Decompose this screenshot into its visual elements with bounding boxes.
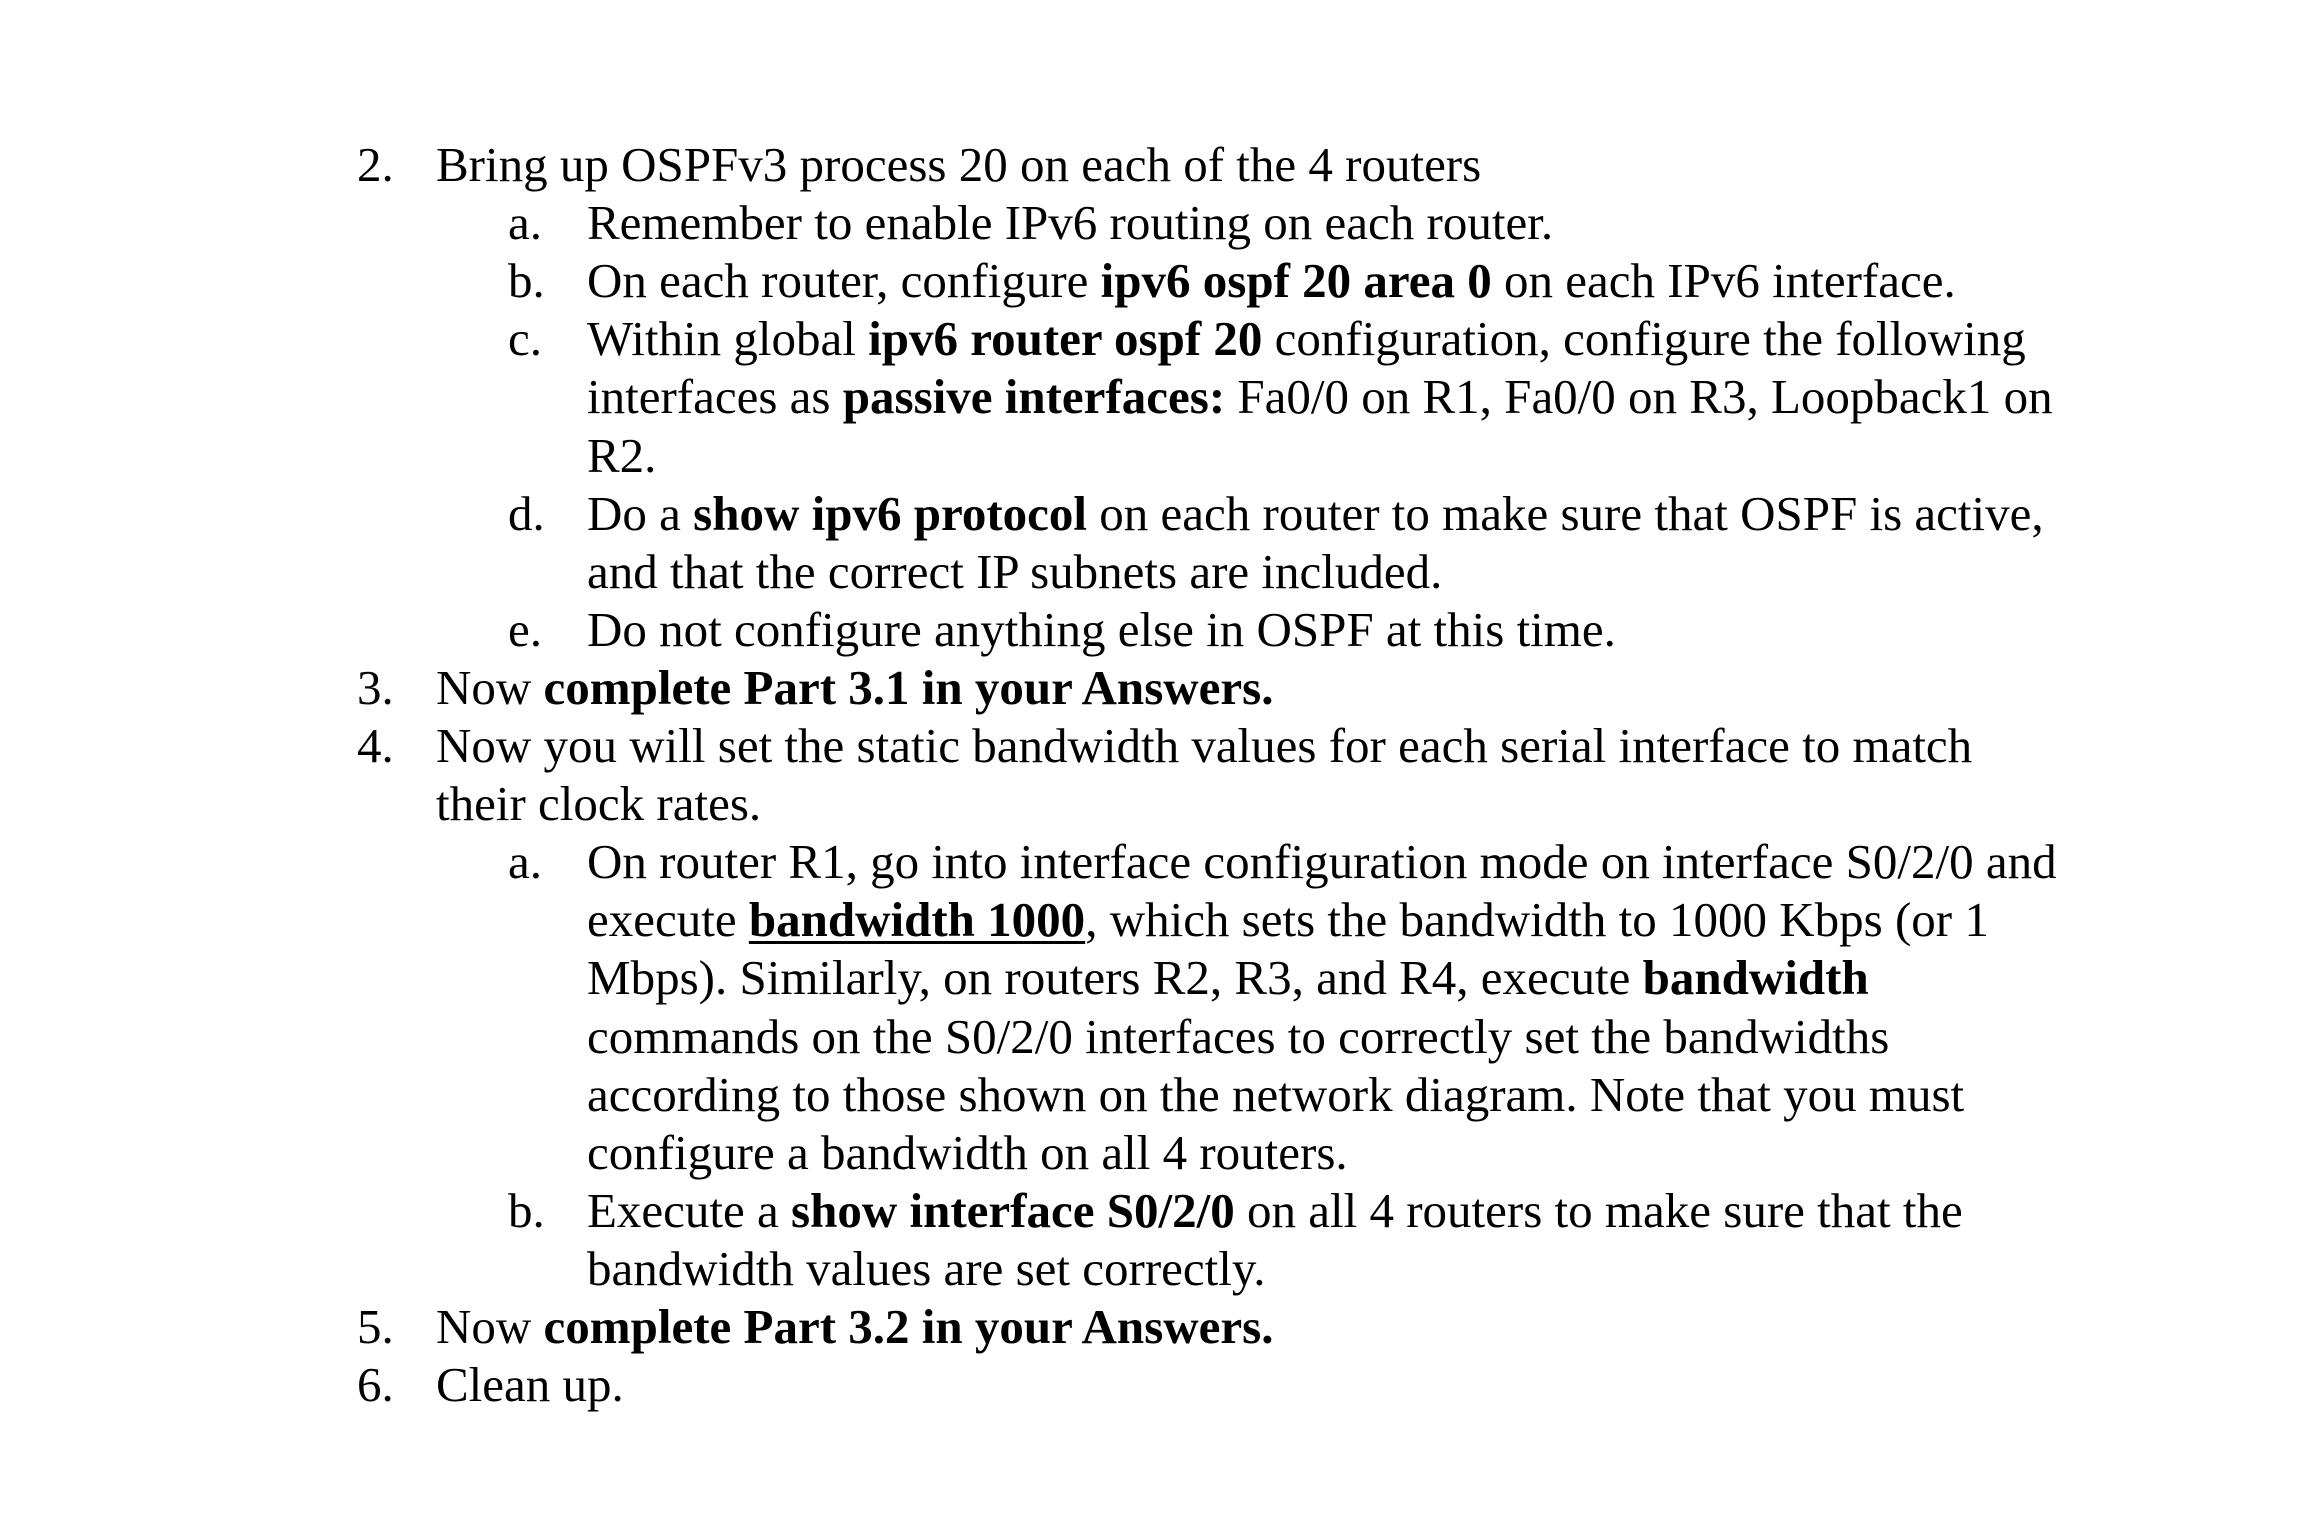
- text-line: [436, 1356, 624, 1414]
- text-span: Now: [436, 1299, 544, 1354]
- text-span: Bring up OSPFv3 process 20 on each of the 4 routers: [436, 137, 1482, 192]
- text-line: [587, 1240, 1265, 1298]
- text-span: , which sets the bandwidth to 1000 Kbps (or 1: [1085, 892, 1989, 948]
- text-span: Remember to enable IPv6 routing on each router.: [587, 195, 1554, 251]
- list-item-number: 2.: [357, 137, 394, 192]
- bold-underlined-text: bandwidth 1000: [748, 892, 1086, 948]
- bold-text: show ipv6 protocol: [693, 485, 1088, 541]
- text-span: according to those shown on the network diagram. Note that you must: [587, 1066, 1965, 1122]
- text-span: On router R1, go into interface configuration mode on interface S0/2/0 and: [587, 834, 2057, 890]
- text-span: Mbps). Similarly, on routers R2, R3, and R4, execute: [587, 950, 1643, 1006]
- bold-text: bandwidth: [1642, 950, 1869, 1006]
- text-span: execute: [587, 892, 749, 948]
- text-span: configuration, configure the following: [1262, 311, 2026, 367]
- text-line: [587, 601, 1616, 659]
- bold-text: passive interfaces:: [842, 369, 1226, 425]
- text-line: [436, 136, 1481, 194]
- sub-item-letter: b.: [508, 1182, 545, 1238]
- sub-item-letter: a.: [508, 195, 542, 251]
- sub-item-letter: a.: [508, 834, 542, 890]
- sub-item-letter: d.: [508, 485, 545, 541]
- text-span: Now you will set the static bandwidth values for each serial interface to match: [436, 718, 1973, 773]
- text-line: [587, 1182, 1963, 1240]
- list-item-number: 4.: [357, 718, 394, 773]
- text-span: on all 4 routers to make sure that the: [1234, 1182, 1963, 1238]
- text-span: Execute a: [587, 1182, 792, 1238]
- text-span: on each IPv6 interface.: [1491, 253, 1956, 309]
- text-line: [587, 891, 1989, 949]
- text-line: [587, 427, 656, 485]
- text-line: [587, 485, 2044, 543]
- text-span: R2.: [587, 427, 657, 483]
- text-span: interfaces as: [587, 369, 843, 425]
- text-span: Do a: [587, 485, 694, 541]
- text-span: Fa0/0 on R1, Fa0/0 on R3, Loopback1 on: [1225, 369, 2053, 425]
- text-span: configure a bandwidth on all 4 routers.: [587, 1124, 1348, 1180]
- sub-item-letter: c.: [508, 311, 542, 367]
- text-line: [436, 717, 1972, 775]
- text-span: Now: [436, 659, 544, 715]
- list-item-number: 5.: [357, 1299, 394, 1354]
- text-line: [436, 659, 1273, 717]
- text-span: on each router to make sure that OSPF is active,: [1087, 485, 2044, 541]
- text-span: Clean up.: [436, 1357, 624, 1413]
- bold-text: show interface S0/2/0: [791, 1182, 1235, 1238]
- bold-text: ipv6 router ospf 20: [868, 311, 1263, 367]
- text-line: [587, 368, 2053, 426]
- sub-item-letter: e.: [508, 601, 542, 657]
- text-line: [587, 543, 1442, 601]
- text-span: commands on the S0/2/0 interfaces to correctly set the bandwidths: [587, 1008, 1890, 1064]
- text-span: On each router, configure: [587, 253, 1101, 309]
- list-item-number: 6.: [357, 1357, 394, 1413]
- text-line: [436, 1298, 1273, 1356]
- text-line: [587, 833, 2057, 891]
- text-line: [587, 1124, 1348, 1182]
- text-line: [587, 949, 1869, 1007]
- text-span: and that the correct IP subnets are included.: [587, 543, 1443, 599]
- text-line: [436, 775, 761, 833]
- sub-item-letter: b.: [508, 253, 545, 309]
- text-line: [587, 1008, 1889, 1066]
- text-line: [587, 252, 1956, 310]
- bold-text: complete Part 3.2 in your Answers.: [543, 1299, 1274, 1354]
- underline-span: [749, 892, 1085, 947]
- text-line: [587, 194, 1553, 252]
- bold-text: ipv6 ospf 20 area 0: [1100, 253, 1492, 309]
- bold-text: complete Part 3.1 in your Answers.: [543, 659, 1274, 715]
- text-line: [587, 310, 2026, 368]
- text-span: Do not configure anything else in OSPF at this time.: [587, 601, 1616, 657]
- text-line: [587, 1066, 1964, 1124]
- list-item-number: 3.: [357, 659, 394, 715]
- text-span: their clock rates.: [436, 776, 762, 832]
- text-span: bandwidth values are set correctly.: [587, 1240, 1266, 1296]
- text-span: Within global: [587, 311, 869, 367]
